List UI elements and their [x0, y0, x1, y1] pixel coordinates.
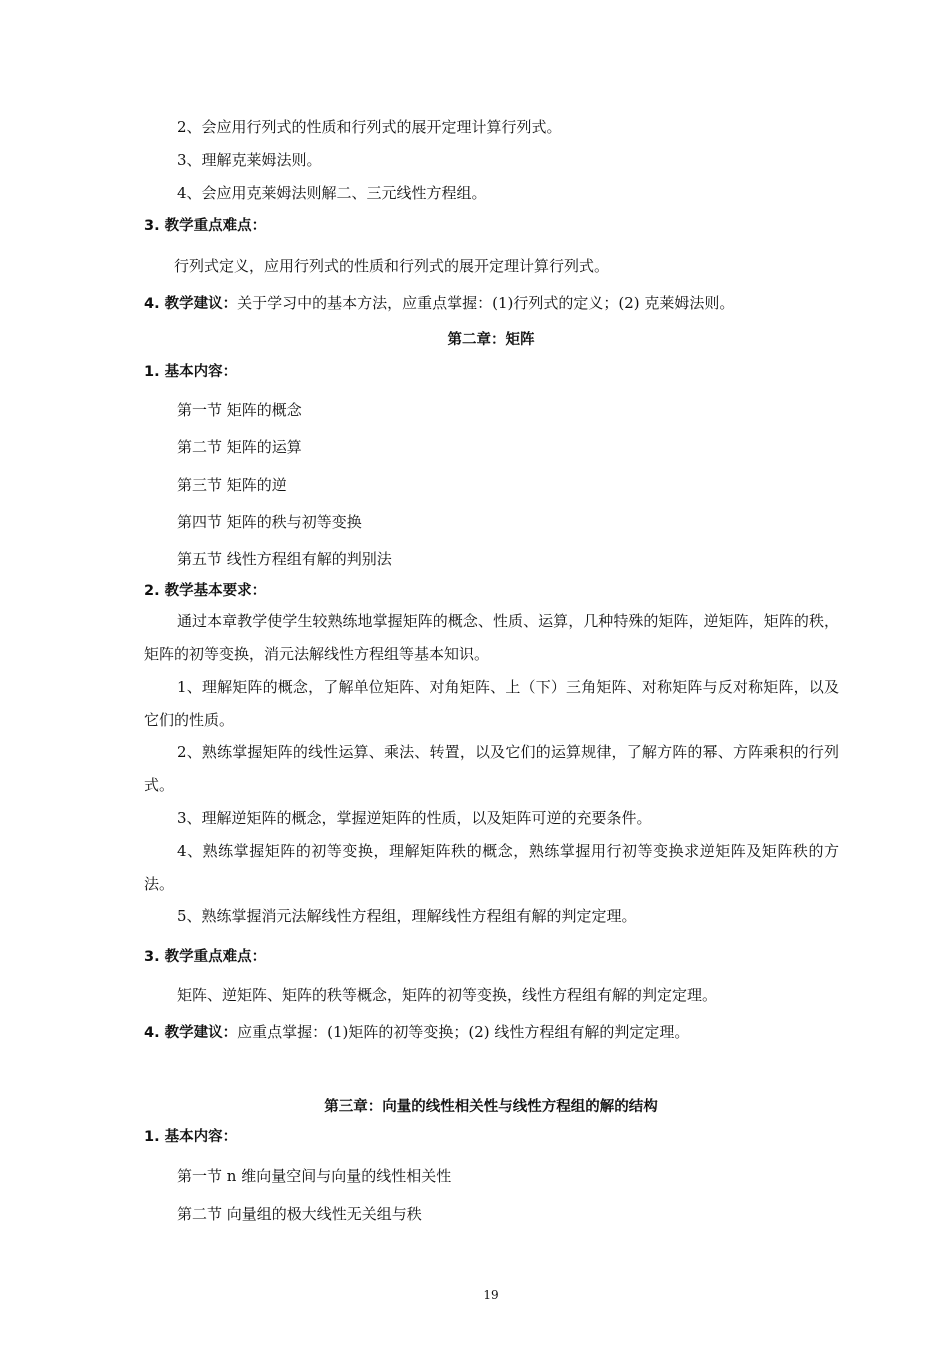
ch1-advice-heading: 4. 教学建议：: [144, 296, 238, 312]
ch1-req-item: 4、会应用克莱姆法则解二、三元线性方程组。: [177, 184, 487, 202]
ch1-key-text: 行列式定义，应用行列式的性质和行列式的展开定理计算行列式。: [174, 257, 610, 275]
page-number: 19: [483, 1288, 499, 1302]
ch2-content-heading: 1. 基本内容：: [144, 364, 238, 380]
ch2-section-item: 第三节 矩阵的逆: [177, 476, 287, 494]
ch1-advice-text: 关于学习中的基本方法，应重点掌握：(1)行列式的定义；(2) 克莱姆法则。: [237, 294, 735, 312]
ch2-req-heading: 2. 教学基本要求：: [144, 583, 267, 599]
ch2-advice-text: 应重点掌握：(1)矩阵的初等变换；(2) 线性方程组有解的判定定理。: [237, 1023, 690, 1041]
ch2-req-paragraph: 1、理解矩阵的概念，了解单位矩阵、对角矩阵、上（下）三角矩阵、对称矩阵与反对称矩阵，以及它们的性质。: [144, 678, 839, 729]
ch2-advice-heading: 4. 教学建议：: [144, 1025, 238, 1041]
ch1-req-item: 3、理解克莱姆法则。: [177, 151, 322, 169]
ch1-req-item: 2、会应用行列式的性质和行列式的展开定理计算行列式。: [177, 118, 562, 136]
ch2-key-heading: 3. 教学重点难点：: [144, 949, 267, 965]
ch3-section-item: 第二节 向量组的极大线性无关组与秩: [177, 1205, 422, 1223]
ch3-title: 第三章：向量的线性相关性与线性方程组的解的结构: [324, 1099, 658, 1115]
ch2-section-item: 第四节 矩阵的秩与初等变换: [177, 513, 362, 531]
ch2-req-paragraph: 通过本章教学使学生较熟练地掌握矩阵的概念、性质、运算，几种特殊的矩阵，逆矩阵，矩阵的秩，矩阵的初等变换，消元法解线性方程组等基本知识。: [144, 612, 839, 663]
ch2-key-text: 矩阵、逆矩阵、矩阵的秩等概念，矩阵的初等变换，线性方程组有解的判定定理。: [177, 986, 718, 1004]
ch2-req-paragraph: 4、熟练掌握矩阵的初等变换，理解矩阵秩的概念，熟练掌握用行初等变换求逆矩阵及矩阵秩的方法。: [144, 842, 839, 893]
ch3-section-item: 第一节 n 维向量空间与向量的线性相关性: [177, 1167, 452, 1185]
ch2-section-item: 第五节 线性方程组有解的判别法: [177, 550, 392, 568]
ch2-section-item: 第二节 矩阵的运算: [177, 438, 302, 456]
ch2-advice: [144, 1022, 689, 1043]
ch1-key-heading: 3. 教学重点难点：: [144, 218, 267, 234]
ch2-req-paragraph: 3、理解逆矩阵的概念，掌握逆矩阵的性质，以及矩阵可逆的充要条件。: [177, 809, 652, 827]
ch2-req-paragraph: 2、熟练掌握矩阵的线性运算、乘法、转置，以及它们的运算规律，了解方阵的幂、方阵乘积的行列式。: [144, 743, 839, 794]
ch2-title: 第二章：矩阵: [447, 332, 535, 348]
ch1-advice: [144, 293, 734, 314]
ch2-req-paragraph: 5、熟练掌握消元法解线性方程组，理解线性方程组有解的判定定理。: [177, 907, 637, 925]
ch3-content-heading: 1. 基本内容：: [144, 1129, 238, 1145]
ch2-section-item: 第一节 矩阵的概念: [177, 401, 302, 419]
